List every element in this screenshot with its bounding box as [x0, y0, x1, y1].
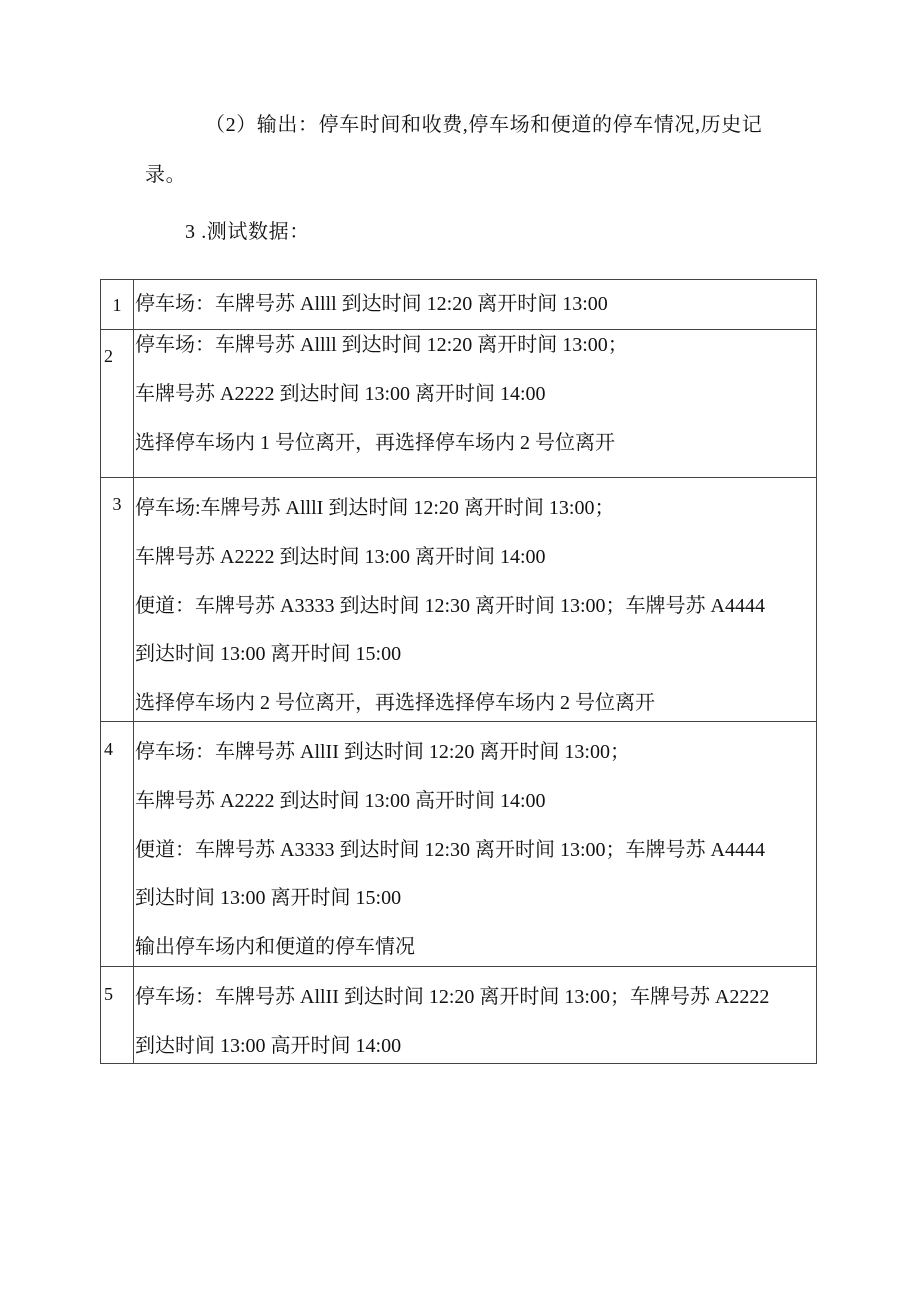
- row-number-cell: [101, 280, 134, 329]
- row-number: 1: [112, 295, 122, 315]
- row-text-line: 停车场：车牌号苏 AllII 到达时间 12:20 离开时间 13:00；: [135, 741, 630, 763]
- output-description-line-2: 录。: [145, 164, 187, 186]
- table-row: [101, 477, 816, 721]
- row-text-line: 便道：车牌号苏 A3333 到达时间 12:30 离开时间 13:00；车牌号苏 A4444: [135, 838, 765, 861]
- row-text-line: 到达时间 13:00 离开时间 15:00: [135, 887, 402, 910]
- row-text-line: 输出停车场内和便道的停车情况: [135, 936, 415, 959]
- row-text-line: 车牌号苏 A2222 到达时间 13:00 离开时间 14:00: [135, 383, 546, 405]
- row-text-line: 车牌号苏 A2222 到达时间 13:00 高开时间 14:00: [135, 789, 546, 812]
- row-text-line: 车牌号苏 A2222 到达时间 13:00 离开时间 14:00: [135, 545, 546, 568]
- row-text-line: 停车场：车牌号苏 AllII 到达时间 12:20 离开时间 13:00；车牌号苏 A2222: [135, 986, 770, 1008]
- row-number: 4: [104, 739, 113, 759]
- row-text-line: 停车场：车牌号苏 Allll 到达时间 12:20 离开时间 13:00；: [135, 334, 628, 356]
- output-description-line-1: （2）输出：停车时间和收费,停车场和便道的停车情况,历史记: [205, 114, 763, 136]
- row-text-line: 到达时间 13:00 离开时间 15:00: [135, 643, 402, 666]
- row-text-line: 选择停车场内 2 号位离开，再选择选择停车场内 2 号位离开: [135, 692, 655, 715]
- row-text-line: 停车场:车牌号苏 AlllI 到达时间 12:20 离开时间 13:00；: [135, 497, 615, 519]
- row-number: 3: [112, 494, 122, 514]
- row-number-cell: [101, 722, 134, 966]
- row-number-cell: [101, 330, 134, 477]
- row-text-line: 选择停车场内 1 号位离开，再选择停车场内 2 号位离开: [135, 432, 615, 454]
- row-content-cell: [134, 478, 816, 721]
- row-number-cell: [101, 478, 134, 721]
- row-text-line: 停车场：车牌号苏 Allll 到达时间 12:20 离开时间 13:00: [135, 293, 608, 315]
- test-data-table: [100, 279, 817, 1064]
- row-text-line: 到达时间 13:00 高开时间 14:00: [135, 1034, 402, 1057]
- section-heading-test-data: 3 .测试数据：: [185, 221, 310, 243]
- row-number: 2: [104, 346, 113, 366]
- table-row: [101, 721, 816, 966]
- row-number-cell: [101, 967, 134, 1063]
- table-row: [101, 966, 816, 1063]
- row-content-cell: [134, 722, 816, 966]
- row-number: 5: [104, 984, 113, 1004]
- row-content-cell: [134, 967, 816, 1063]
- table-row: [101, 329, 816, 477]
- row-text-line: 便道：车牌号苏 A3333 到达时间 12:30 离开时间 13:00；车牌号苏 A4444: [135, 594, 765, 617]
- row-content-cell: [134, 321, 816, 468]
